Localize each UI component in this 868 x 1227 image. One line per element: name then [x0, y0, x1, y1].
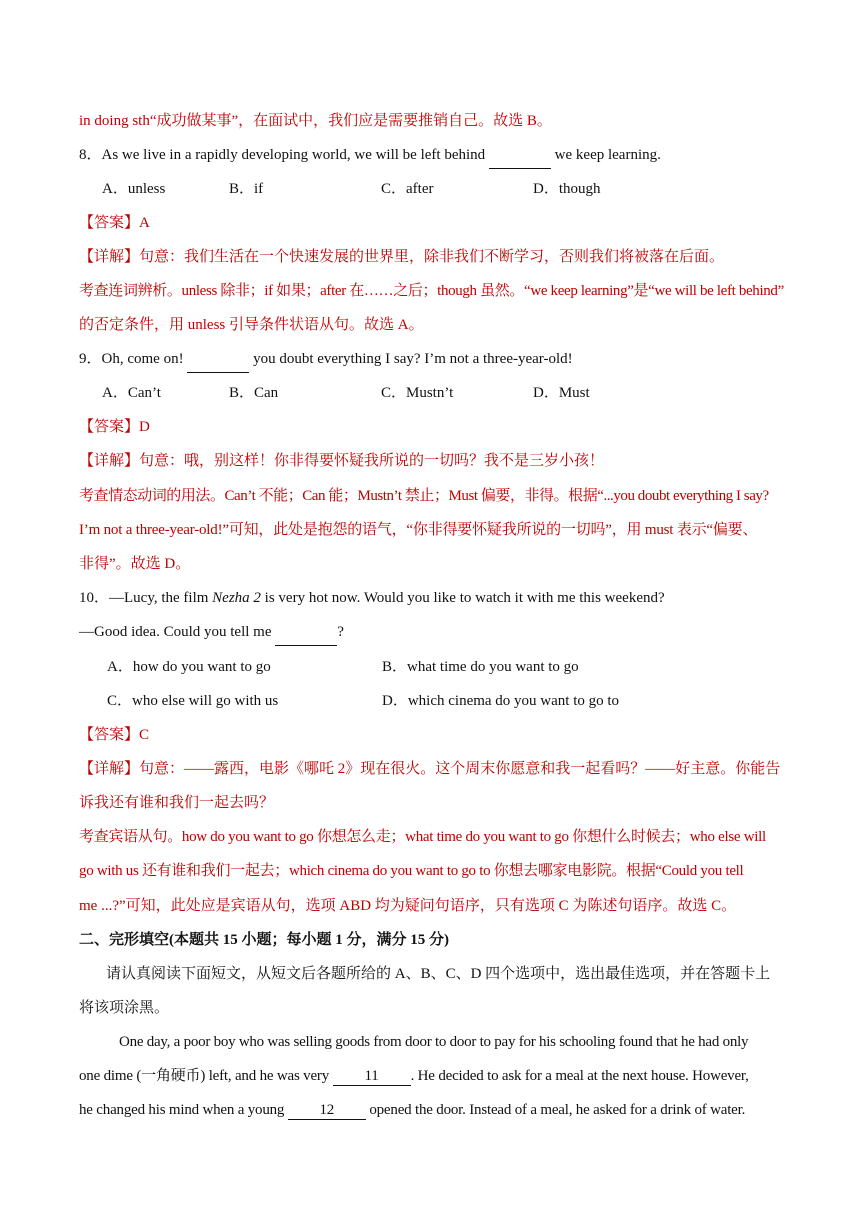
question-10-explain-tag: 【详解】 [79, 761, 140, 777]
question-9-stem [79, 346, 798, 372]
question-8-blank [489, 142, 551, 169]
question-10-option-c: C．who else will go with us [107, 693, 279, 709]
question-8-option-a: A．unless [102, 181, 166, 197]
section-2-heading: 二、完形填空(本题共 15 小题；每小题 1 分，满分 15 分) [79, 932, 449, 948]
question-9-explain-text-1: 句意：哦，别这样！你非得要怀疑我所说的一切吗？我不是三岁小孩！ [139, 453, 605, 469]
question-9-answer: 【答案】D [79, 419, 150, 435]
question-9-option-b: B．Can [229, 385, 279, 401]
question-8-option-c: C．after [381, 181, 434, 197]
question-10-explanation-3: 考查宾语从句。how do you want to go 你想怎么走；what time do you want to go 你想什么时候去；who else will [79, 829, 766, 845]
section-2-instruction-1: 请认真阅读下面短文，从短文后各题所给的 A、B、C、D 四个选项中，选出最佳选项，并在答题卡上 [106, 966, 771, 982]
question-9-option-d: D．Must [533, 385, 590, 401]
cloze-blank-11: 11 [333, 1067, 411, 1086]
passage-line-2-part-2: . He decided to ask for a meal at the next house. However, [410, 1068, 749, 1084]
question-8-stem-part-1: 8．As we live in a rapidly developing world, we will be left behind [79, 147, 489, 163]
question-10-stem-part-1: 10．—Lucy, the film [79, 590, 213, 606]
passage-line-1: One day, a poor boy who was selling goods from door to door to pay for his schooling found that he had only [119, 1034, 749, 1050]
question-10-explain-text-1: 句意：——露西，电影《哪吒 2》现在很火。这个周末你愿意和我一起看吗？——好主意。你能告 [139, 761, 781, 777]
question-8-option-b: B．if [229, 181, 264, 197]
question-8-explanation-1 [79, 244, 798, 270]
question-10-explanation-1 [79, 756, 798, 782]
question-10-reply-part-1: —Good idea. Could you tell me [79, 624, 276, 640]
question-10-stem-part-2: is very hot now. Would you like to watch it with me this weekend? [260, 590, 665, 606]
question-9-option-a: A．Can’t [102, 385, 161, 401]
question-9-explain-tag: 【详解】 [79, 453, 140, 469]
passage-line-3 [79, 1097, 798, 1123]
question-10-blank [275, 619, 337, 646]
question-9-explanation-2: 考查情态动词的用法。Can’t 不能；Can 能；Mustn’t 禁止；Must 偏要，非得。根据“...you doubt everything I say? [79, 488, 769, 504]
cloze-blank-12: 12 [288, 1101, 366, 1120]
passage-line-2 [79, 1063, 798, 1089]
question-8-explanation-2: 考查连词辨析。unless 除非；if 如果；after 在……之后；though 虽然。“we keep learning”是“we will be left behind” [79, 283, 784, 299]
question-8-stem-part-2: we keep learning. [550, 147, 661, 163]
question-9-explanation-3: I’m not a three-year-old!”可知，此处是抱怨的语气，“你非得要怀疑我所说的一切吗”，用 must 表示“偏要、 [79, 522, 758, 538]
question-10-reply-part-2: ? [337, 624, 344, 640]
question-10-option-d: D．which cinema do you want to go to [382, 693, 620, 709]
question-10-option-a: A．how do you want to go [107, 659, 271, 675]
question-9-stem-part-1: 9．Oh, come on! [79, 351, 188, 367]
question-8-stem [79, 142, 798, 168]
question-8-explanation-3: 的否定条件，用 unless 引导条件状语从句。故选 A。 [79, 317, 424, 333]
question-8-answer: 【答案】A [79, 215, 150, 231]
question-10-explanation-2: 诉我还有谁和我们一起去吗？ [79, 795, 275, 811]
question-10-film-title: Nezha 2 [212, 590, 261, 606]
question-10-stem-reply [79, 619, 798, 645]
previous-explanation-fragment: in doing sth“成功做某事”，在面试中，我们应是需要推销自己。故选 B。 [79, 113, 552, 129]
section-2-instruction-2: 将该项涂黑。 [79, 1000, 170, 1016]
question-9-stem-part-2: you doubt everything I say? I’m not a three-year-old! [249, 351, 573, 367]
question-10-answer: 【答案】C [79, 727, 150, 743]
question-10-explanation-4: go with us 还有谁和我们一起去；which cinema do you want to go to 你想去哪家电影院。根据“Could you tell [79, 863, 744, 879]
question-10-stem [79, 585, 798, 611]
question-8-explain-text-1: 句意：我们生活在一个快速发展的世界里，除非我们不断学习，否则我们将被落在后面。 [139, 249, 725, 265]
question-10-option-b: B．what time do you want to go [382, 659, 579, 675]
question-9-explanation-1 [79, 448, 798, 474]
question-9-explanation-4: 非得”。故选 D。 [79, 556, 191, 572]
passage-line-3-part-1: he changed his mind when a young [79, 1102, 288, 1118]
passage-line-3-part-2: opened the door. Instead of a meal, he asked for a drink of water. [365, 1102, 746, 1118]
question-9-blank [187, 346, 249, 373]
question-8-explain-tag: 【详解】 [79, 249, 140, 265]
passage-line-2-part-1: one dime (一角硬币) left, and he was very [79, 1068, 333, 1084]
question-9-option-c: C．Mustn’t [381, 385, 454, 401]
question-10-explanation-5: me ...?”可知，此处应是宾语从句，选项 ABD 均为疑问句语序，只有选项 C 为陈述句语序。故选 C。 [79, 898, 737, 914]
question-8-option-d: D．though [533, 181, 601, 197]
